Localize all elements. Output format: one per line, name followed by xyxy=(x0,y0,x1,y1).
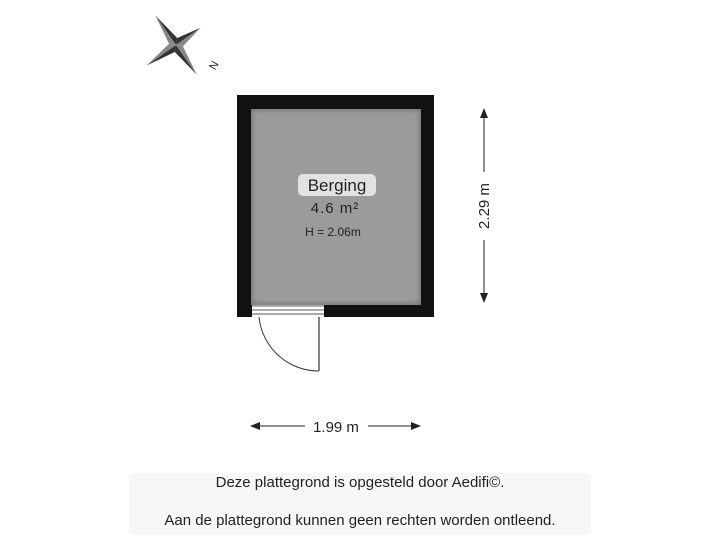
compass-north-label: N xyxy=(207,59,222,73)
door-opening xyxy=(252,305,324,317)
arrow-up-icon xyxy=(480,108,488,118)
arrow-right-icon xyxy=(411,422,421,430)
arrow-left-icon xyxy=(250,422,260,430)
arrow-down-icon xyxy=(480,293,488,303)
depth-dimension-label: 2.29 m xyxy=(476,183,493,229)
door-swing-arc xyxy=(259,317,319,371)
compass-rose-icon xyxy=(126,0,221,95)
footer-line-1: Deze plattegrond is opgesteld door Aedifi©. xyxy=(215,474,505,491)
room-height: H = 2.06m xyxy=(305,225,361,239)
width-dimension-label: 1.99 m xyxy=(313,419,359,436)
footer-line-2: Aan de plattegrond kunnen geen rechten worden ontleend. xyxy=(164,512,556,529)
disclaimer-footer xyxy=(129,473,591,535)
room-area: 4.6 m² xyxy=(310,200,360,217)
room-name: Berging xyxy=(307,176,367,195)
